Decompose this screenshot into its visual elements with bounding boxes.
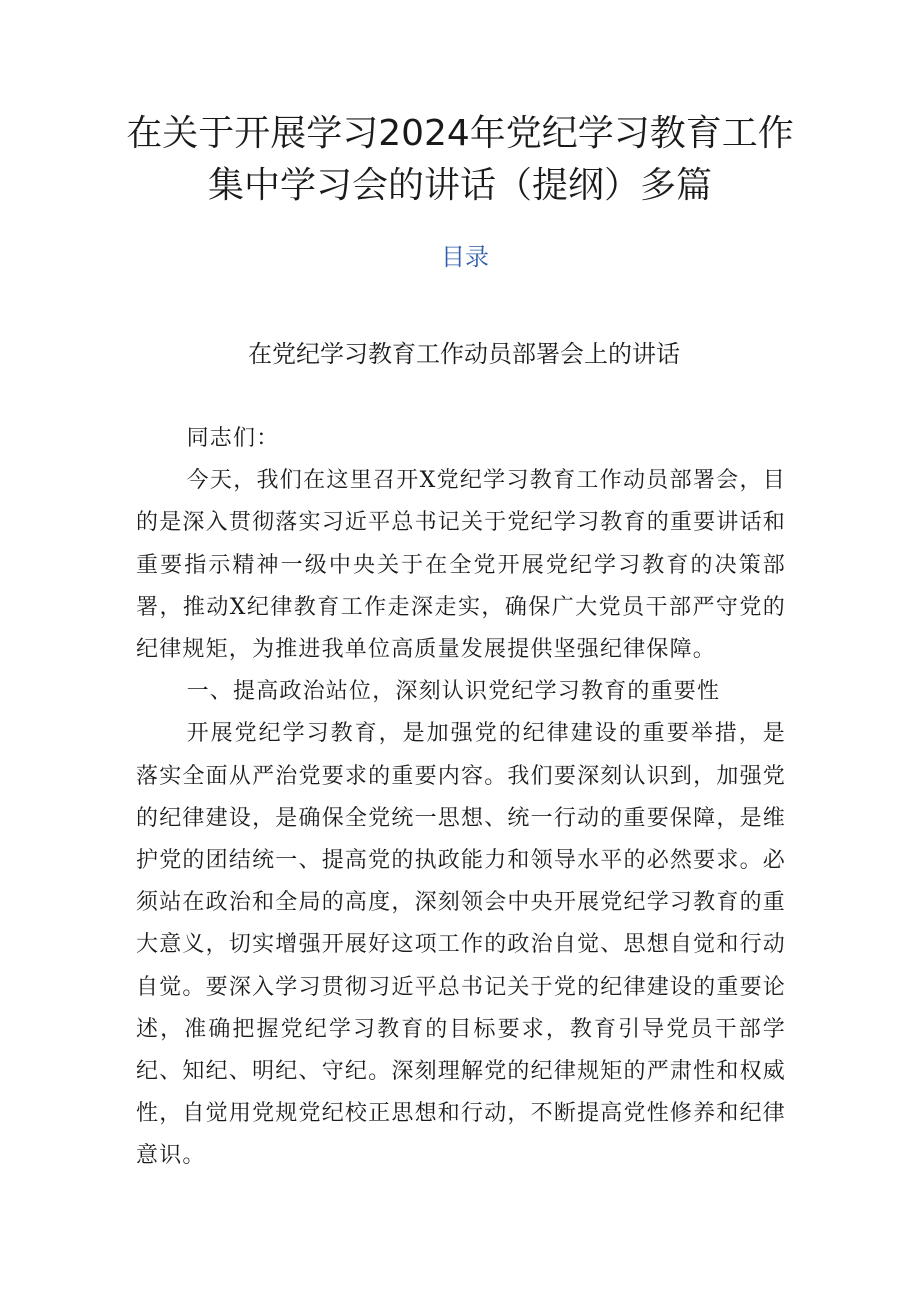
document-title-line-1: 在关于开展学习2024年党纪学习教育工作 — [126, 113, 794, 154]
section-heading-1: 一、提高政治站位，深刻认识党纪学习教育的重要性 — [186, 679, 721, 705]
document-title — [0, 108, 920, 212]
table-of-contents-link[interactable]: 目录 — [441, 243, 489, 271]
body-paragraph-intro: 今天，我们在这里召开X党纪学习教育工作动员部署会，目的是深入贯彻落实习近平总书记关于党纪学习教育的重要讲话和重要指示精神一级中央关于在全党开展党纪学习教育的决策部署，推动X纪律教育工作走深走实，确保广大党员干部严守党的纪律规矩，为推进我单位高质量发展提供坚强纪律保障。 — [136, 468, 786, 663]
speech-body — [136, 418, 786, 1178]
document-title-line-2: 集中学习会的讲话（提纲）多篇 — [207, 165, 712, 206]
body-paragraph-section-1: 开展党纪学习教育，是加强党的纪律建设的重要举措，是落实全面从严治党要求的重要内容。我们要深刻认识到，加强党的纪律建设，是确保全党统一思想、统一行动的重要保障，是维护党的团结统一、提高党的执政能力和领导水平的必然要求。必须站在政治和全局的高度，深刻领会中央开展党纪学习教育的重大意义，切实增强开展好这项工作的政治自觉、思想自觉和行动自觉。要深入学习贯彻习近平总书记关于党的纪律建设的重要论述，准确把握党纪学习教育的目标要求，教育引导党员干部学纪、知纪、明纪、守纪。深刻理解党的纪律规矩的严肃性和权威性，自觉用党规党纪校正思想和行动，不断提高党性修养和纪律意识。 — [136, 721, 786, 1169]
salutation: 同志们： — [186, 426, 280, 451]
speech-heading: 在党纪学习教育工作动员部署会上的讲话 — [248, 340, 680, 368]
